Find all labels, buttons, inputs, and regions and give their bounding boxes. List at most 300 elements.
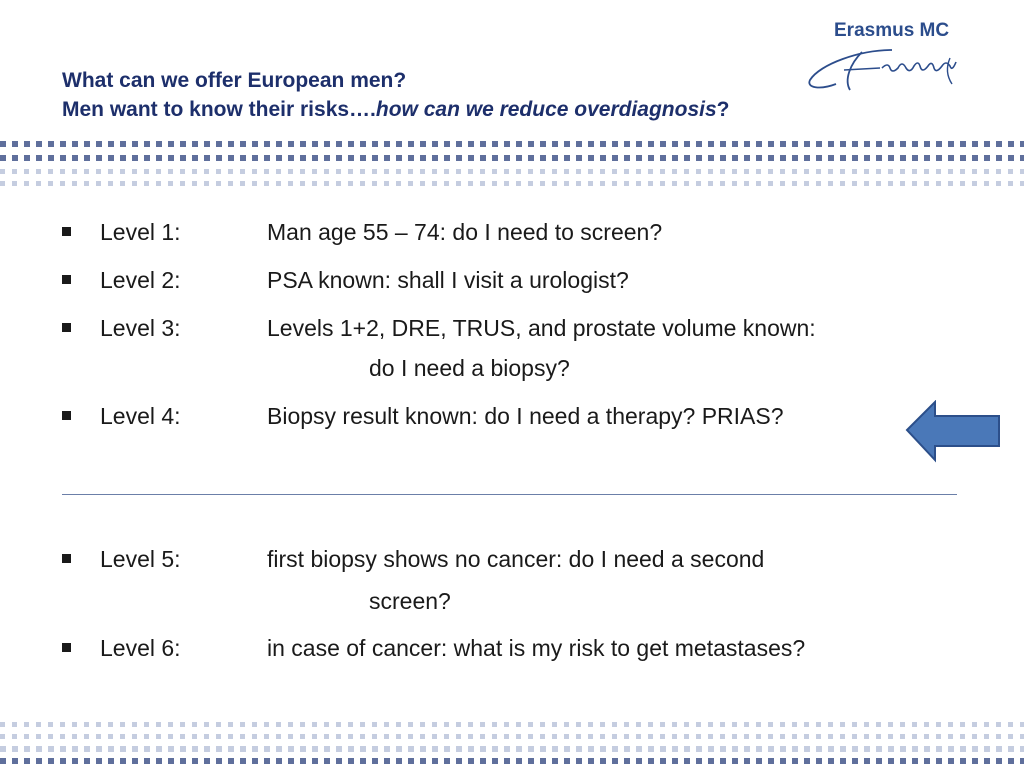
band-dot	[216, 155, 222, 161]
band-dot	[936, 746, 942, 752]
band-dot	[72, 155, 78, 161]
band-dot	[840, 746, 846, 752]
band-dot	[708, 746, 714, 752]
band-dot	[648, 141, 654, 147]
band-dot	[804, 169, 809, 174]
band-dot	[396, 722, 401, 727]
band-dot	[456, 141, 462, 147]
title-line-2-italic: how can we reduce overdiagnosis	[375, 98, 717, 121]
band-dot	[600, 181, 605, 186]
band-dot	[336, 181, 341, 186]
band-dot	[864, 181, 869, 186]
band-dot	[84, 722, 89, 727]
band-dot	[924, 169, 929, 174]
band-dot	[456, 169, 461, 174]
band-dot	[36, 734, 41, 739]
band-dot	[492, 746, 498, 752]
band-dot	[672, 141, 678, 147]
band-dot	[900, 746, 906, 752]
band-dot	[180, 181, 185, 186]
band-dot	[420, 734, 425, 739]
band-dot	[684, 758, 690, 764]
band-dot	[660, 169, 665, 174]
band-dot	[48, 141, 54, 147]
band-dot	[876, 758, 882, 764]
band-dot	[708, 169, 713, 174]
band-dot	[816, 758, 822, 764]
band-dot	[996, 169, 1001, 174]
band-dot	[60, 722, 65, 727]
band-dot	[564, 169, 569, 174]
band-dot	[228, 155, 234, 161]
band-dot	[420, 181, 425, 186]
band-dot	[708, 722, 713, 727]
band-dot	[156, 734, 161, 739]
band-dot	[912, 758, 918, 764]
band-dot	[24, 746, 30, 752]
band-dot	[72, 141, 78, 147]
band-dot	[492, 722, 497, 727]
band-dot	[408, 722, 413, 727]
band-dot	[888, 746, 894, 752]
band-dot	[180, 141, 186, 147]
band-dot	[696, 746, 702, 752]
band-dot	[288, 169, 293, 174]
band-dot	[504, 155, 510, 161]
band-dot	[204, 722, 209, 727]
band-dot	[228, 141, 234, 147]
bottom-dot-band	[0, 718, 1024, 768]
band-dot	[840, 734, 845, 739]
band-dot	[120, 169, 125, 174]
band-dot	[720, 181, 725, 186]
level-continuation: do I need a biopsy?	[369, 355, 570, 381]
band-dot	[48, 155, 54, 161]
band-dot	[312, 141, 318, 147]
band-dot	[744, 141, 750, 147]
band-dot	[396, 169, 401, 174]
band-dot	[756, 722, 761, 727]
band-dot	[444, 169, 449, 174]
band-dot	[852, 181, 857, 186]
band-dot	[816, 746, 822, 752]
band-dot	[408, 758, 414, 764]
band-dot	[744, 746, 750, 752]
band-dot	[768, 169, 773, 174]
band-dot	[192, 758, 198, 764]
band-dot	[264, 734, 269, 739]
band-dot	[780, 746, 786, 752]
band-dot	[372, 155, 378, 161]
band-dot	[672, 722, 677, 727]
band-dot	[180, 722, 185, 727]
band-dot	[420, 169, 425, 174]
band-dot	[876, 181, 881, 186]
band-dot	[204, 181, 209, 186]
band-dot	[756, 746, 762, 752]
band-dot	[264, 155, 270, 161]
band-dot	[156, 758, 162, 764]
band-dot	[948, 746, 954, 752]
band-dot	[36, 155, 42, 161]
band-dot	[660, 758, 666, 764]
band-dot	[216, 746, 222, 752]
band-dot	[240, 746, 246, 752]
band-dot	[948, 169, 953, 174]
band-dot	[768, 141, 774, 147]
band-dot	[348, 155, 354, 161]
band-dot	[684, 181, 689, 186]
band-dot	[456, 722, 461, 727]
band-dot	[780, 155, 786, 161]
band-dot	[972, 722, 977, 727]
band-dot	[792, 155, 798, 161]
band-dot	[996, 181, 1001, 186]
band-dot	[108, 722, 113, 727]
band-dot	[264, 746, 270, 752]
band-dot	[216, 169, 221, 174]
band-dot	[876, 722, 881, 727]
band-dot	[240, 722, 245, 727]
band-dot	[864, 746, 870, 752]
band-dot	[780, 722, 785, 727]
band-dot	[600, 734, 605, 739]
band-dot	[480, 734, 485, 739]
band-dot	[948, 155, 954, 161]
band-dot	[1008, 722, 1013, 727]
band-dot	[816, 722, 821, 727]
band-dot	[636, 181, 641, 186]
band-dot	[600, 722, 605, 727]
band-dot	[36, 722, 41, 727]
band-dot	[936, 155, 942, 161]
band-dot	[540, 141, 546, 147]
band-dot	[672, 746, 678, 752]
band-dot	[804, 155, 810, 161]
band-dot	[252, 181, 257, 186]
band-dot	[504, 746, 510, 752]
band-dot	[492, 169, 497, 174]
level-label: Level 3:	[100, 315, 181, 341]
band-dot	[876, 155, 882, 161]
band-dot	[684, 169, 689, 174]
band-dot	[384, 734, 389, 739]
band-dot	[324, 155, 330, 161]
band-dot	[240, 155, 246, 161]
band-dot	[84, 758, 90, 764]
band-dot	[732, 141, 738, 147]
band-dot	[72, 746, 78, 752]
band-dot	[120, 722, 125, 727]
band-dot	[696, 141, 702, 147]
band-dot	[300, 155, 306, 161]
band-dot	[912, 169, 917, 174]
band-dot	[528, 734, 533, 739]
band-dot	[900, 734, 905, 739]
band-dot	[144, 155, 150, 161]
band-dot	[276, 181, 281, 186]
band-dot	[432, 181, 437, 186]
band-dot	[696, 155, 702, 161]
band-dot	[552, 722, 557, 727]
band-dot	[1020, 758, 1024, 764]
band-dot	[468, 141, 474, 147]
band-dot	[912, 181, 917, 186]
band-dot	[612, 722, 617, 727]
band-dot	[480, 155, 486, 161]
level-continuation: screen?	[369, 588, 451, 614]
band-dot	[972, 141, 978, 147]
band-dot	[516, 758, 522, 764]
band-dot	[36, 746, 42, 752]
band-dot	[660, 722, 665, 727]
band-dot	[504, 734, 509, 739]
band-dot	[504, 722, 509, 727]
band-dot	[48, 734, 53, 739]
band-dot	[60, 155, 66, 161]
band-dot	[156, 141, 162, 147]
level-text: in case of cancer: what is my risk to get metastases?	[267, 635, 806, 661]
band-dot	[1008, 746, 1014, 752]
band-dot	[660, 155, 666, 161]
band-dot	[288, 155, 294, 161]
band-dot	[984, 141, 990, 147]
band-dot	[912, 722, 917, 727]
band-dot	[84, 141, 90, 147]
band-dot	[588, 758, 594, 764]
band-dot	[432, 155, 438, 161]
band-dot	[408, 141, 414, 147]
band-dot	[792, 181, 797, 186]
band-dot	[324, 141, 330, 147]
band-dot	[1020, 181, 1024, 186]
band-dot	[696, 181, 701, 186]
band-dot	[288, 758, 294, 764]
title-line-1: What can we offer European men?	[62, 69, 407, 92]
band-dot	[480, 181, 485, 186]
erasmus-mc-logo	[800, 18, 1000, 98]
left-arrow-icon	[905, 400, 1005, 464]
band-dot	[360, 758, 366, 764]
band-dot	[852, 758, 858, 764]
band-dot	[924, 181, 929, 186]
band-dot	[60, 734, 65, 739]
band-dot	[612, 746, 618, 752]
band-dot	[648, 155, 654, 161]
band-dot	[0, 746, 6, 752]
band-dot	[720, 746, 726, 752]
level-label: Level 5:	[100, 546, 181, 572]
band-dot	[720, 169, 725, 174]
band-dot	[684, 746, 690, 752]
band-dot	[744, 155, 750, 161]
band-dot	[120, 141, 126, 147]
band-dot	[48, 722, 53, 727]
band-dot	[840, 181, 845, 186]
band-dot	[552, 758, 558, 764]
band-dot	[492, 155, 498, 161]
band-dot	[984, 758, 990, 764]
band-dot	[348, 141, 354, 147]
band-dot	[36, 169, 41, 174]
band-dot	[12, 169, 17, 174]
band-dot	[888, 155, 894, 161]
band-dot	[588, 155, 594, 161]
band-dot	[516, 141, 522, 147]
band-dot	[132, 758, 138, 764]
band-dot	[588, 746, 594, 752]
band-dot	[156, 181, 161, 186]
band-dot	[120, 758, 126, 764]
band-dot	[804, 722, 809, 727]
band-dot	[636, 169, 641, 174]
top-dot-band	[0, 139, 1024, 191]
level-text: Man age 55 – 74: do I need to screen?	[267, 219, 663, 245]
band-dot	[72, 722, 77, 727]
band-dot	[912, 734, 917, 739]
band-dot	[84, 746, 90, 752]
band-dot	[516, 722, 521, 727]
level-label: Level 6:	[100, 635, 181, 661]
band-dot	[264, 141, 270, 147]
band-dot	[732, 169, 737, 174]
band-dot	[900, 155, 906, 161]
band-dot	[552, 169, 557, 174]
bullet-icon	[62, 554, 71, 563]
title-line-2-suffix: ?	[716, 98, 730, 121]
band-dot	[240, 734, 245, 739]
band-dot	[888, 141, 894, 147]
band-dot	[60, 141, 66, 147]
band-dot	[924, 746, 930, 752]
band-dot	[540, 181, 545, 186]
band-dot	[768, 758, 774, 764]
band-dot	[288, 746, 294, 752]
band-dot	[516, 155, 522, 161]
band-dot	[312, 155, 318, 161]
band-dot	[456, 758, 462, 764]
band-dot	[480, 141, 486, 147]
band-dot	[996, 141, 1002, 147]
band-dot	[408, 734, 413, 739]
band-dot	[420, 722, 425, 727]
band-dot	[648, 758, 654, 764]
band-dot	[684, 141, 690, 147]
band-dot	[960, 141, 966, 147]
band-dot	[48, 746, 54, 752]
band-dot	[216, 141, 222, 147]
band-dot	[504, 181, 509, 186]
band-dot	[840, 141, 846, 147]
band-dot	[612, 181, 617, 186]
band-dot	[156, 746, 162, 752]
band-dot	[276, 155, 282, 161]
band-dot	[864, 734, 869, 739]
band-dot	[768, 734, 773, 739]
band-dot	[720, 722, 725, 727]
band-dot	[252, 722, 257, 727]
band-dot	[0, 734, 5, 739]
band-dot	[984, 155, 990, 161]
band-dot	[888, 734, 893, 739]
band-dot	[240, 758, 246, 764]
band-dot	[444, 181, 449, 186]
band-dot	[0, 155, 6, 161]
band-dot	[228, 181, 233, 186]
band-dot	[984, 722, 989, 727]
band-dot	[588, 181, 593, 186]
band-dot	[564, 722, 569, 727]
band-dot	[156, 722, 161, 727]
band-dot	[420, 155, 426, 161]
band-dot	[336, 169, 341, 174]
level-text: first biopsy shows no cancer: do I need a second	[267, 546, 765, 572]
band-dot	[948, 758, 954, 764]
band-dot	[336, 758, 342, 764]
band-dot	[612, 758, 618, 764]
band-dot	[696, 169, 701, 174]
band-dot	[552, 155, 558, 161]
band-dot	[348, 758, 354, 764]
band-dot	[396, 758, 402, 764]
band-dot	[132, 722, 137, 727]
band-dot	[360, 181, 365, 186]
band-dot	[384, 758, 390, 764]
band-dot	[216, 181, 221, 186]
band-dot	[12, 722, 17, 727]
band-dot	[1020, 746, 1024, 752]
band-dot	[96, 722, 101, 727]
band-dot	[132, 141, 138, 147]
band-dot	[552, 181, 557, 186]
band-dot	[132, 746, 138, 752]
band-dot	[96, 141, 102, 147]
band-dot	[816, 734, 821, 739]
band-dot	[816, 155, 822, 161]
band-dot	[168, 141, 174, 147]
band-dot	[504, 758, 510, 764]
band-dot	[504, 169, 509, 174]
band-dot	[468, 758, 474, 764]
band-dot	[864, 141, 870, 147]
band-dot	[480, 746, 486, 752]
band-dot	[540, 155, 546, 161]
band-dot	[984, 734, 989, 739]
band-dot	[24, 758, 30, 764]
band-dot	[468, 155, 474, 161]
band-dot	[444, 141, 450, 147]
band-dot	[132, 181, 137, 186]
band-dot	[288, 722, 293, 727]
band-dot	[564, 734, 569, 739]
band-dot	[84, 169, 89, 174]
band-dot	[648, 169, 653, 174]
band-dot	[360, 734, 365, 739]
band-dot	[228, 758, 234, 764]
bullet-icon	[62, 227, 71, 236]
band-dot	[792, 722, 797, 727]
band-dot	[300, 746, 306, 752]
band-dot	[996, 155, 1002, 161]
band-dot	[564, 746, 570, 752]
band-dot	[852, 746, 858, 752]
band-dot	[348, 722, 353, 727]
band-dot	[96, 746, 102, 752]
band-dot	[288, 141, 294, 147]
band-dot	[252, 758, 258, 764]
band-dot	[528, 141, 534, 147]
band-dot	[948, 722, 953, 727]
